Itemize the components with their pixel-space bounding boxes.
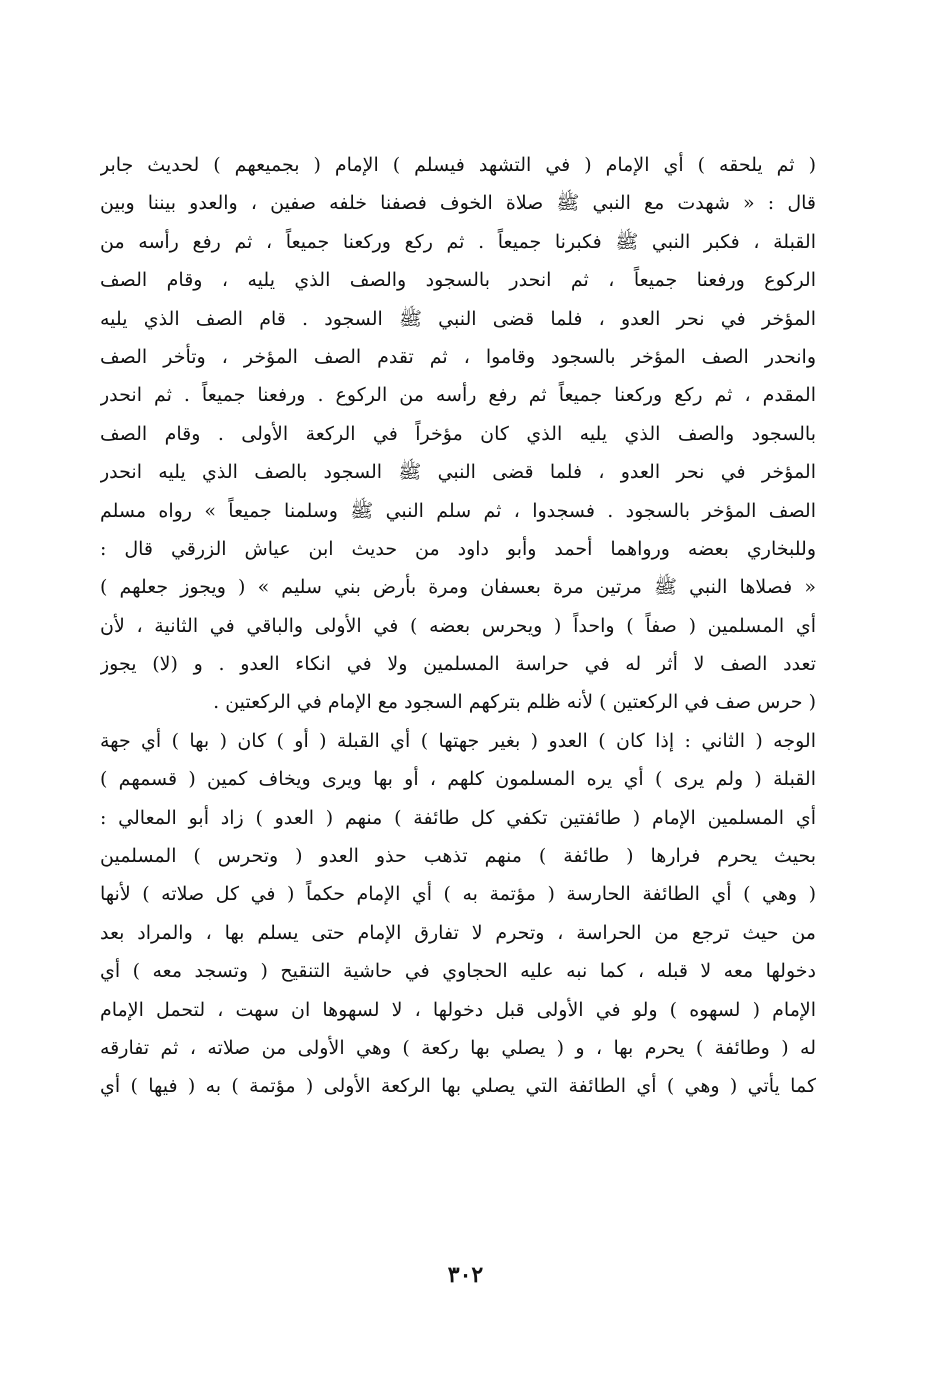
text-line: من حيث ترجع من الحراسة ، وتحرم لا تفارق الإمام حتى يسلم بها ، والمراد بعد (100, 921, 816, 944)
text-line: المؤخر في نحر العدو ، فلما قضى النبي ﷺ السجود بالصف الذي يليه انحدر (100, 461, 816, 484)
text-line: ( حرس صف في الركعتين ) لأنه ظلم بتركهم السجود مع الإمام في الركعتين . (213, 691, 816, 714)
text-line: المؤخر في نحر العدو ، فلما قضى النبي ﷺ السجود . قام الصف الذي يليه (100, 307, 816, 330)
text-line: تعدد الصف لا أثر له في حراسة المسلمين ولا في انكاء العدو . و (لا) يجوز (100, 653, 816, 676)
text-line: الوجه ( الثاني : إذا كان ) العدو ( بغير جهتها ) أي القبلة ( أو ) كان ( بها ) أي جهة (100, 729, 816, 752)
text-line: القبلة ( ولم يرى ) أي يره المسلمون كلهم ، أو بها ويرى ويخاف كمين ( قسمهم ) (100, 768, 816, 791)
text-line: له ( وطائفة ) يحرم بها ، و ( يصلي بها ركعة ) وهي الأولى من صلاته ، ثم تفارقه (100, 1036, 816, 1059)
text-line: ( ثم يلحقه ) أي الإمام ( في التشهد فيسلم ) الإمام ( بجميعهم ) لحديث جابر (100, 154, 816, 176)
text-line: « فصلاها النبي ﷺ مرتين مرة بعسفان ومرة بأرض بني سليم » ( ويجوز جعلهم ) (100, 576, 816, 599)
text-line: وللبخاري بعضه ورواهما أحمد وأبو داود من حديث ابن عياش الزرقي قال : (100, 537, 816, 560)
text-line: القبلة ، فكبر النبي ﷺ فكبرنا جميعاً . ثم ركع وركعنا جميعاً ، ثم رفع رأسه من (100, 230, 816, 253)
text-line: الركوع ورفعنا جميعاً ، ثم انحدر بالسجود والصف الذي يليه ، وقام الصف (100, 269, 816, 292)
text-line: وانحدر الصف المؤخر بالسجود وقاموا ، ثم تقدم الصف المؤخر ، وتأخر الصف (100, 345, 816, 368)
page-number: ٣٠٢ (447, 1262, 484, 1288)
text-line: كما يأتي ( وهي ) أي الطائفة التي يصلي بها الركعة الأولى ( مؤتمة ) به ( فيها ) أي (100, 1075, 816, 1098)
text-line: دخولها معه لا قبله ، كما نبه عليه الحجاوي في حاشية التنقيح ( وتسجد معه ) أي (100, 960, 816, 983)
text-line: الصف المؤخر بالسجود . فسجدوا ، ثم سلم النبي ﷺ وسلمنا جميعاً » رواه مسلم (100, 499, 816, 522)
text-line: الإمام ( لسهوه ) ولو في الأولى قبل دخولها ، لا لسهوها ان سهت ، لتحمل الإمام (100, 998, 816, 1021)
text-line: بحيث يحرم فرارها ( طائفة ) منهم تذهب حذو العدو ( وتحرس ) المسلمين (100, 845, 816, 868)
text-line: قال : « شهدت مع النبي ﷺ صلاة الخوف فصفنا خلفه صفين ، والعدو بيننا وبين (100, 192, 816, 215)
text-line: أي المسلمين الإمام ( طائفتين تكفي كل طائفة ) منهم ( العدو ) زاد أبو المعالي : (100, 806, 816, 829)
text-line: بالسجود والصف الذي يليه الذي كان مؤخراً في الركعة الأولى . وقام الصف (100, 422, 816, 445)
text-line: أي المسلمين ( صفاً ) واحداً ( ويحرس بعضه ) في الأولى والباقي في الثانية ، لأن (100, 614, 816, 637)
text-line: المقدم ، ثم ركع وركعنا جميعاً ثم رفع رأسه من الركوع . ورفعنا جميعاً . ثم انحدر (100, 384, 816, 407)
body-text (100, 146, 816, 1106)
text-line: ( وهي ) أي الطائفة الحارسة ( مؤتمة به ) أي الإمام حكماً ( في كل صلاته ) لأنها (100, 883, 816, 906)
